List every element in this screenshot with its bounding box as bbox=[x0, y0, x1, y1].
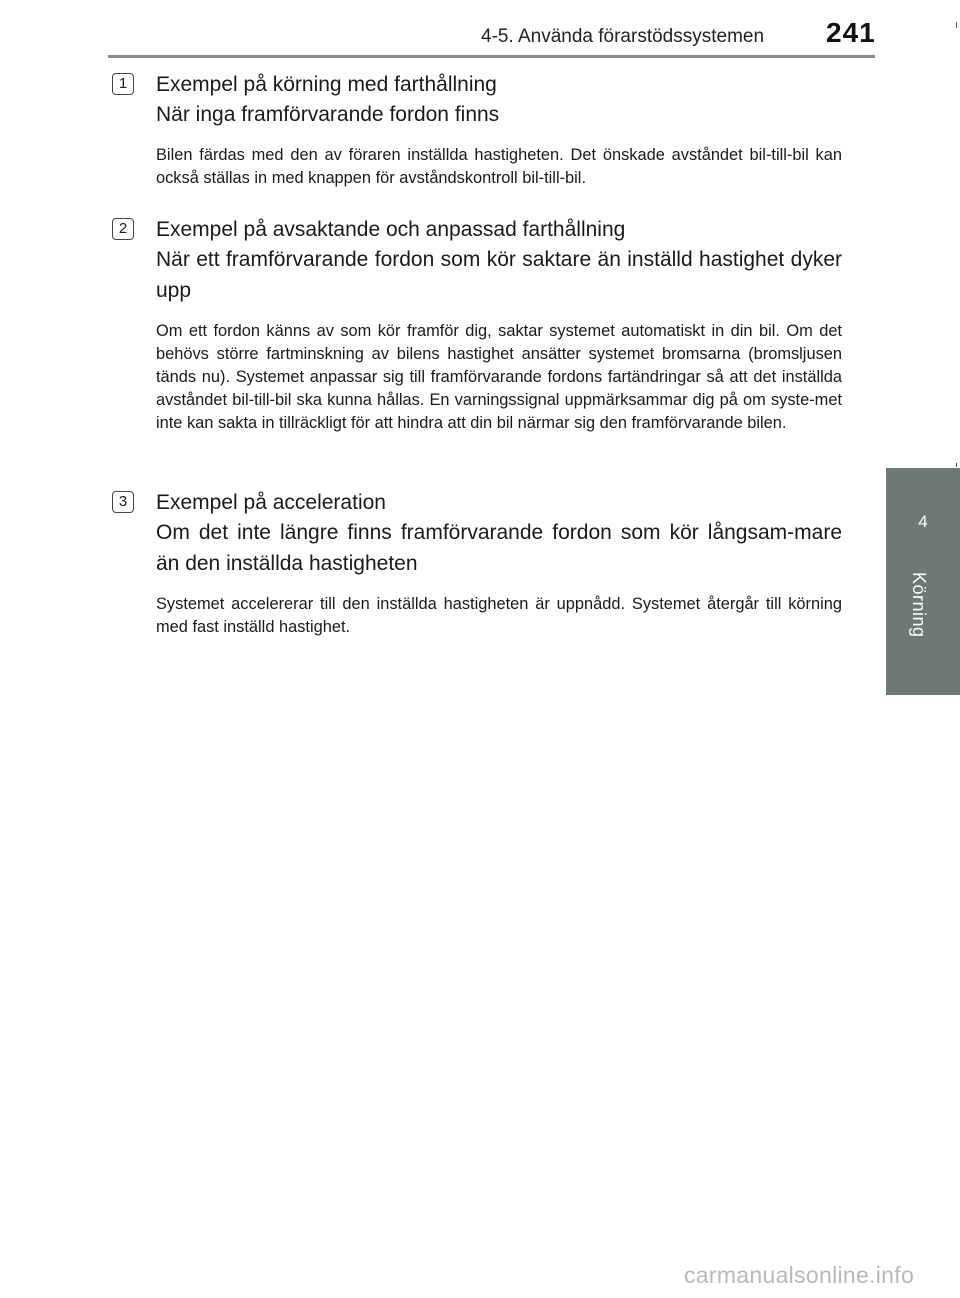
page-number: 241 bbox=[826, 17, 876, 48]
item-subtitle: När inga framförvarande fordon finns bbox=[156, 103, 500, 126]
number-badge: 1 bbox=[112, 73, 134, 95]
number-badge: 2 bbox=[112, 218, 134, 240]
watermark: carmanualsonline.info bbox=[684, 1262, 915, 1288]
item-subtitle: Om det inte längre finns framförvarande fordon som kör långsam-mare än den inställda hastigheten bbox=[156, 521, 842, 575]
item-title: Exempel på avsaktande och anpassad farthållning bbox=[156, 218, 626, 241]
header-rule bbox=[108, 55, 875, 58]
crop-mark bbox=[956, 463, 957, 467]
chapter-number: 4 bbox=[918, 512, 928, 531]
item-title: Exempel på körning med farthållning bbox=[156, 73, 497, 96]
item-subtitle: När ett framförvarande fordon som kör saktare än inställd hastighet dyker upp bbox=[156, 248, 842, 302]
list-item-1 bbox=[112, 70, 842, 190]
chapter-side-tab[interactable] bbox=[886, 468, 960, 695]
crop-mark bbox=[956, 22, 957, 28]
number-badge: 3 bbox=[112, 491, 134, 513]
list-item-3 bbox=[112, 488, 842, 639]
header-section-title: 4-5. Använda förarstödssystemen bbox=[481, 26, 765, 47]
item-body: Systemet accelererar till den inställda hastigheten är uppnådd. Systemet återgår till körning med fast inställd hastighet. bbox=[156, 595, 842, 636]
chapter-label: Körning bbox=[909, 572, 929, 638]
list-item-2 bbox=[112, 215, 842, 435]
item-body: Om ett fordon känns av som kör framför dig, saktar systemet automatiskt in din bil. Om det behövs större fartminskning av bilens hastighet ansätter systemet bromsarna (bromsljusen tänds nu). Systemet anpassar sig till framförvarande fordons fartändringar så att det inställda avståndet bil-till-bil ska kunna hållas. En varningssignal uppmärksammar dig på om syste-met inte kan sakta in tillräckligt för att hindra att din bil närmar sig den framförvarande bilen. bbox=[156, 322, 842, 432]
item-title: Exempel på acceleration bbox=[156, 491, 386, 514]
item-body: Bilen färdas med den av föraren inställda hastigheten. Det önskade avståndet bil-till-bil kan också ställas in med knappen för avståndskontroll bil-till-bil. bbox=[156, 146, 842, 187]
